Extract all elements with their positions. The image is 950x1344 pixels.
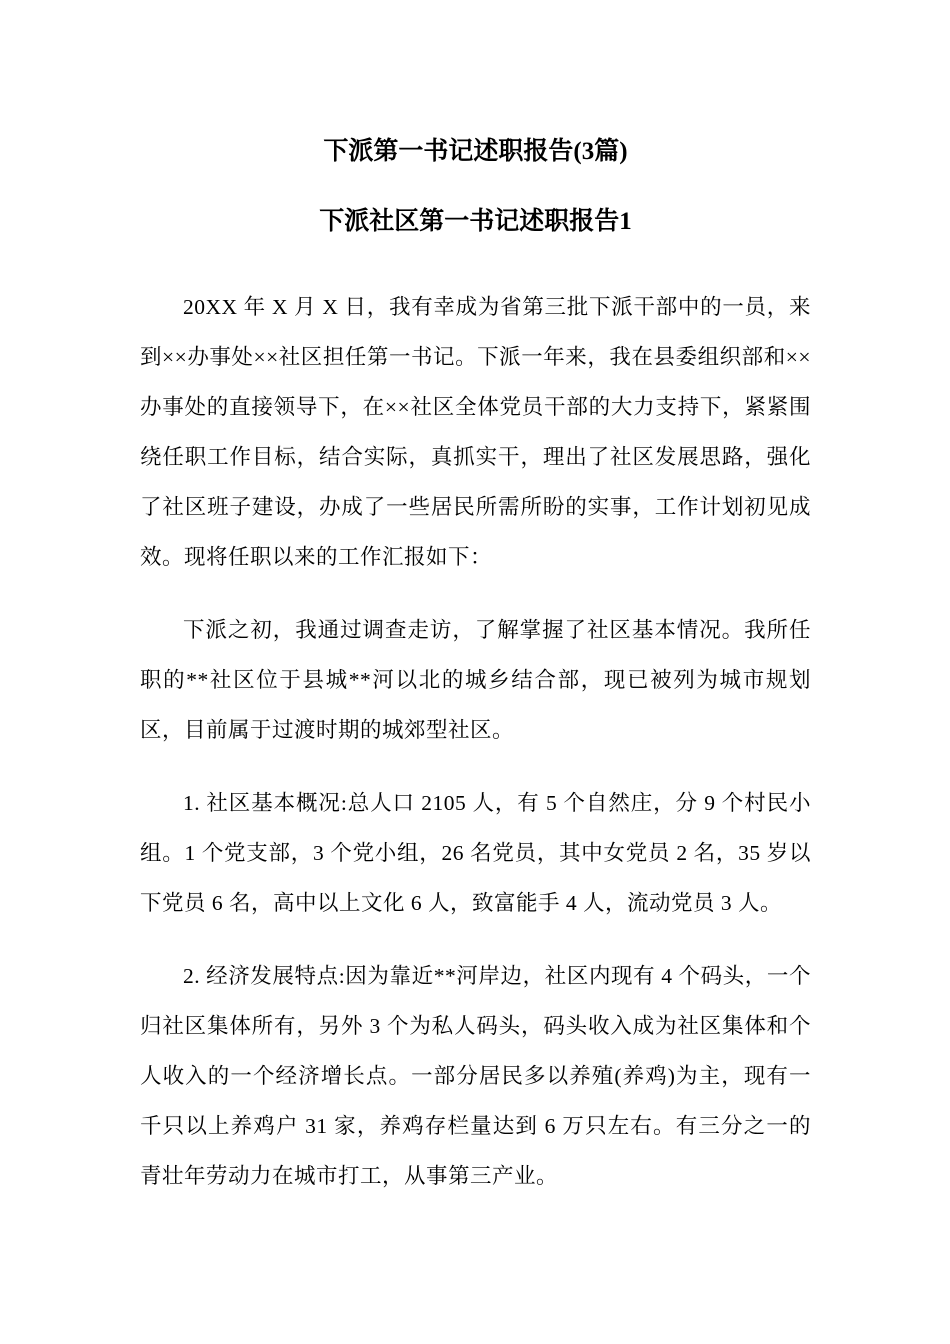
paragraph-economic-features: 2. 经济发展特点:因为靠近**河岸边，社区内现有 4 个码头，一个归社区集体所有，另外 3 个为私人码头，码头收入成为社区集体和个人收入的一个经济增长点。一部分居民多以养殖(养鸡)为主，现有一千只以上养鸡户 31 家，养鸡存栏量达到 6 万只左右。有三分之一的青壮年劳动力在城市打工，从事第三产业。 <box>140 964 811 1188</box>
paragraph-intro: 20XX 年 X 月 X 日，我有幸成为省第三批下派干部中的一员，来到××办事处××社区担任第一书记。下派一年来，我在县委组织部和××办事处的直接领导下，在××社区全体党员干部的大力支持下，紧紧围绕任职工作目标，结合实际，真抓实干，理出了社区发展思路，强化了社区班子建设，办成了一些居民所需所盼的实事，工作计划初见成效。现将任职以来的工作汇报如下： <box>140 295 811 569</box>
paragraph-basic-profile: 1. 社区基本概况:总人口 2105 人，有 5 个自然庄，分 9 个村民小组。1 个党支部，3 个党小组，26 名党员，其中女党员 2 名，35 岁以下党员 6 名，高中以上文化 6 人，致富能手 4 人，流动党员 3 人。 <box>140 791 811 915</box>
paragraph-community-overview: 下派之初，我通过调查走访，了解掌握了社区基本情况。我所任职的**社区位于县城**河以北的城乡结合部，现已被列为城市规划区，目前属于过渡时期的城郊型社区。 <box>140 618 811 742</box>
document-subtitle: 下派社区第一书记述职报告1 <box>319 208 632 235</box>
document-title: 下派第一书记述职报告(3篇) <box>323 138 628 165</box>
